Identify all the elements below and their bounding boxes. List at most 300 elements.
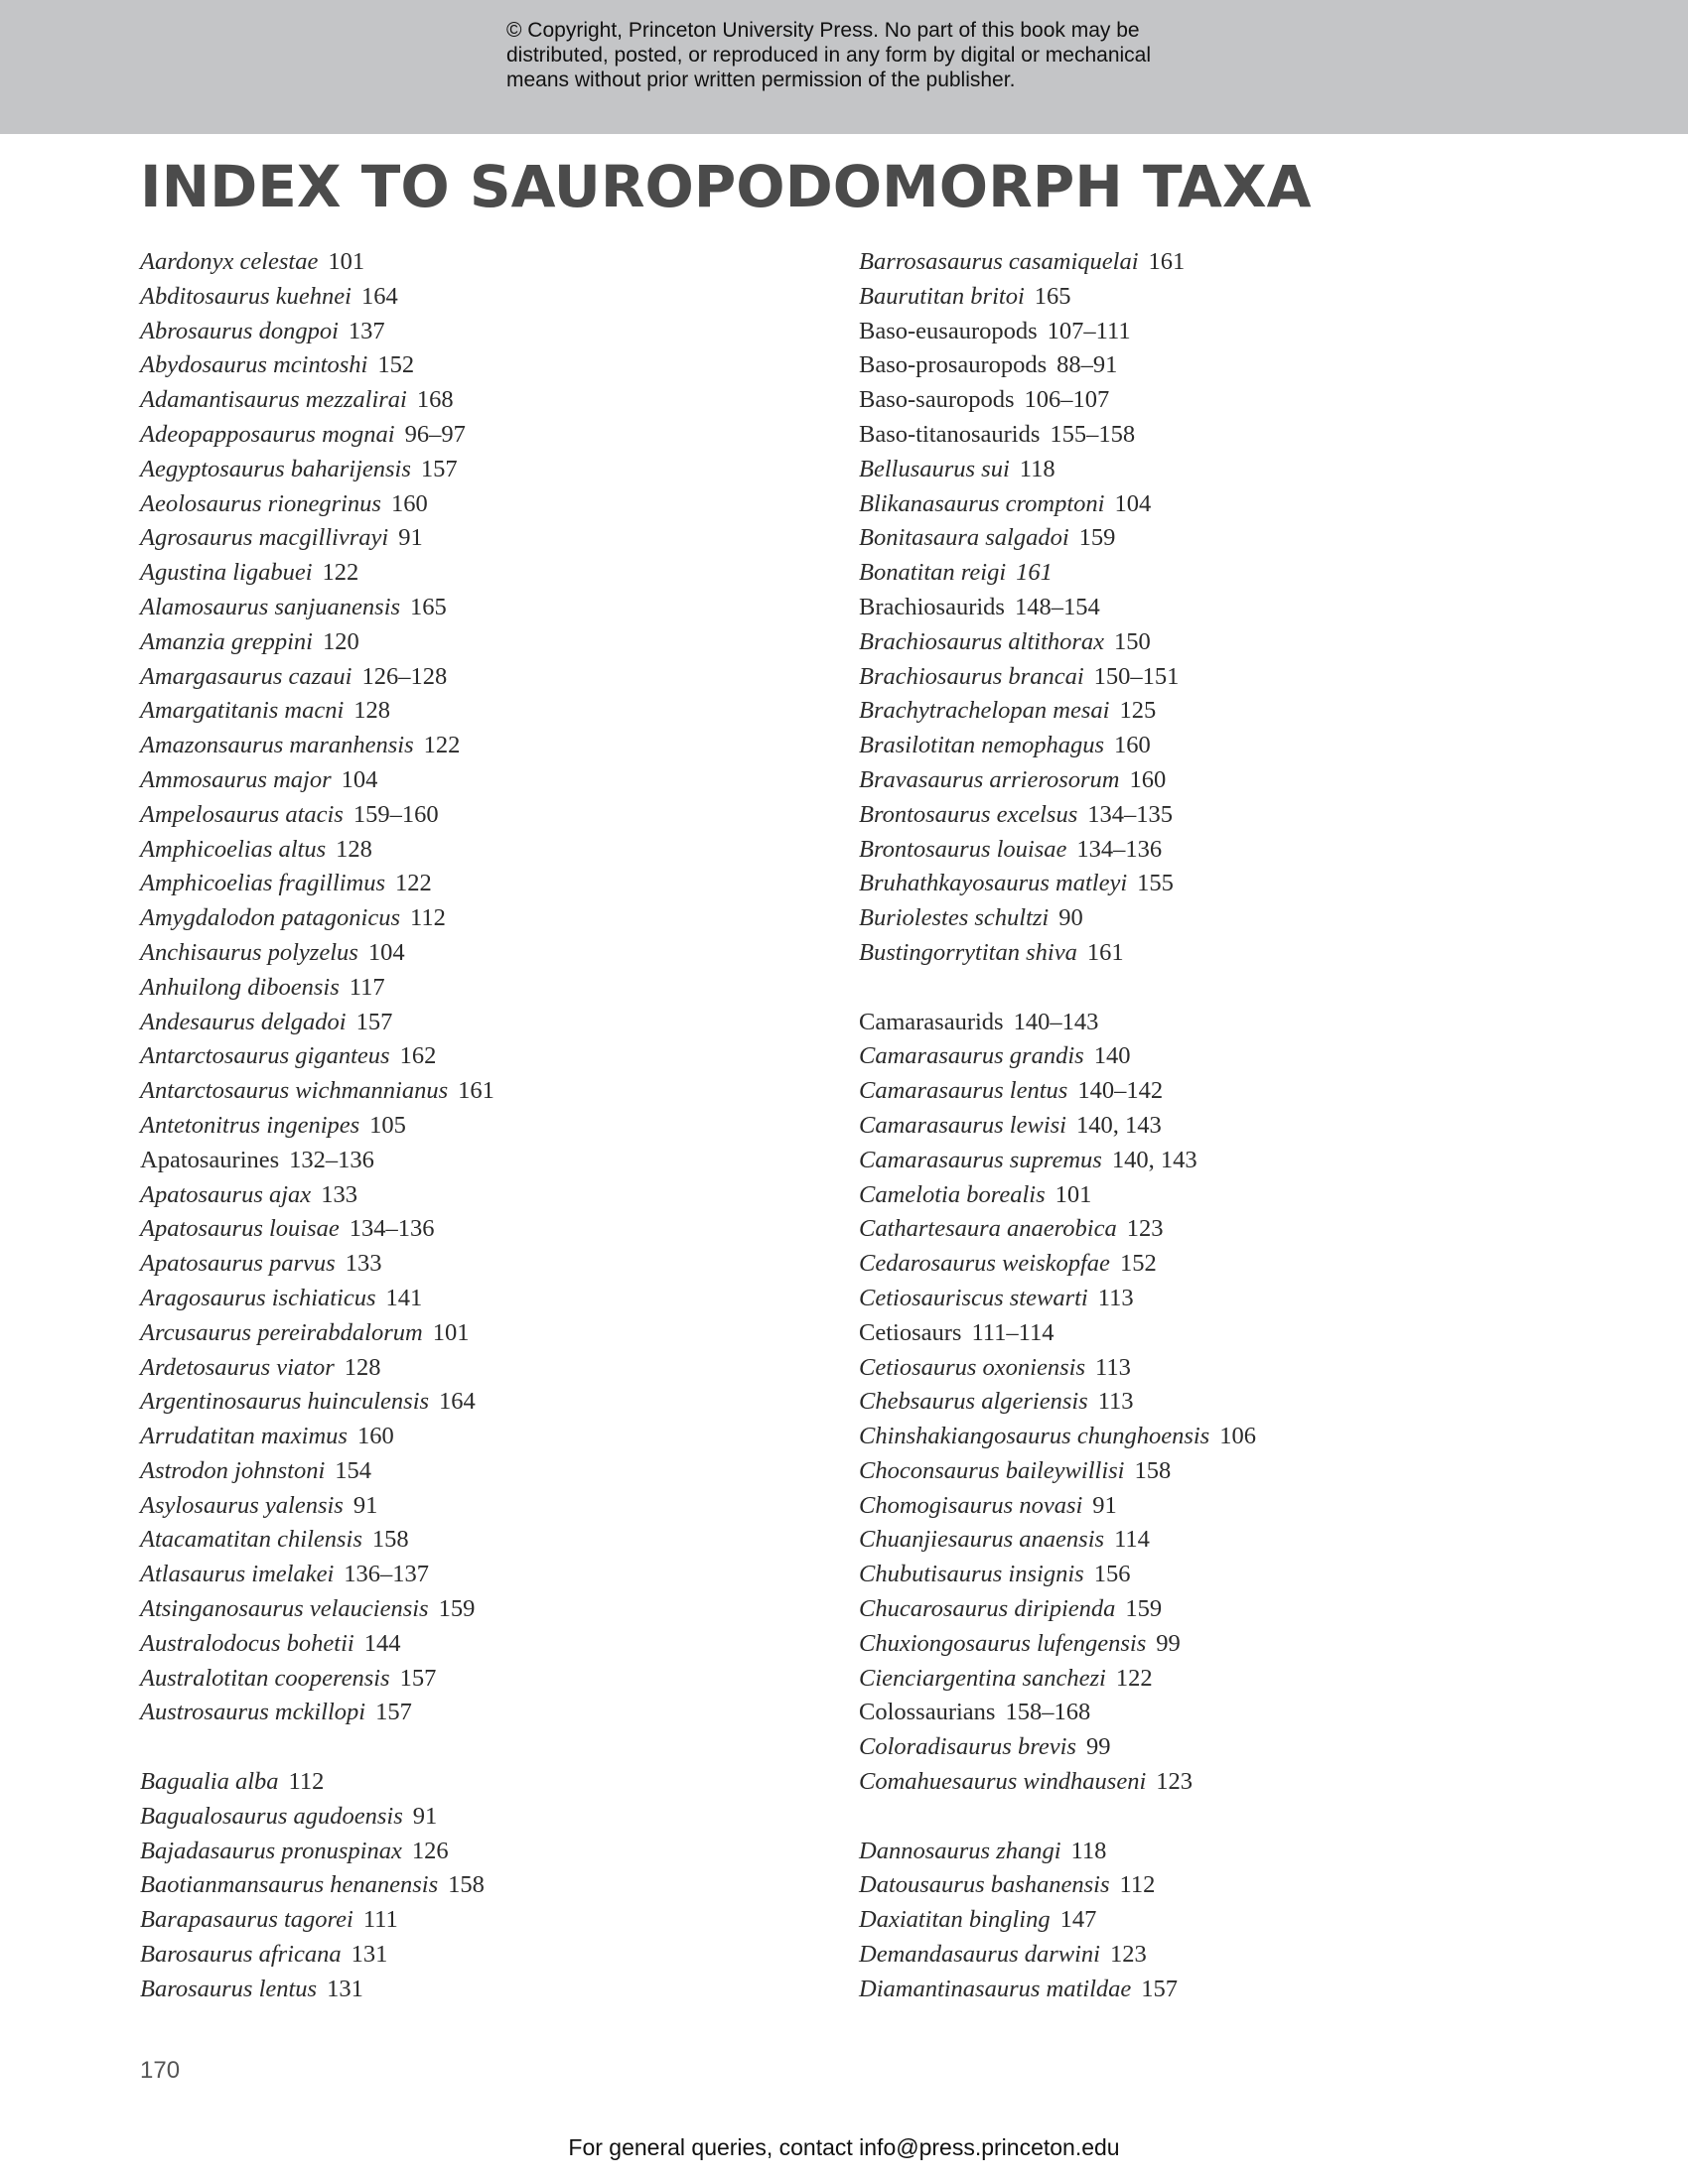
page-reference: 99 bbox=[1156, 1629, 1181, 1657]
taxon-name: Bellusaurus sui bbox=[859, 455, 1010, 482]
page-reference: 99 bbox=[1085, 1733, 1111, 1761]
page-reference: 117 bbox=[349, 973, 385, 1001]
index-entry bbox=[140, 556, 835, 591]
taxon-name: Abydosaurus mcintoshi bbox=[140, 351, 368, 379]
taxon-name: Daxiatitan bingling bbox=[859, 1906, 1051, 1934]
page-reference: 122 bbox=[1115, 1664, 1153, 1692]
taxon-name: Amargatitanis macni bbox=[140, 697, 345, 725]
index-entry bbox=[140, 694, 835, 729]
page-title: INDEX TO SAUROPODOMORPH TAXA bbox=[140, 153, 1312, 220]
taxon-name: Anchisaurus polyzelus bbox=[140, 938, 358, 966]
taxon-name: Diamantinasaurus matildae bbox=[859, 1975, 1132, 2002]
page-reference: 168 bbox=[416, 386, 454, 414]
taxon-name: Abditosaurus kuehnei bbox=[140, 282, 352, 310]
index-entry bbox=[140, 763, 835, 798]
taxon-name: Comahuesaurus windhauseni bbox=[859, 1768, 1147, 1796]
taxon-name: Antarctosaurus wichmannianus bbox=[140, 1077, 449, 1105]
page-reference: 90 bbox=[1058, 904, 1083, 932]
taxon-name: Camarasaurus grandis bbox=[859, 1042, 1084, 1070]
page-reference: 157 bbox=[1141, 1975, 1179, 2002]
taxon-name: Alamosaurus sanjuanensis bbox=[140, 593, 401, 620]
page-reference: 140, 143 bbox=[1111, 1146, 1197, 1173]
page-reference: 140–142 bbox=[1077, 1077, 1164, 1105]
taxon-name: Atlasaurus imelakei bbox=[140, 1561, 335, 1588]
page-reference: 148–154 bbox=[1014, 593, 1100, 620]
index-entry bbox=[859, 1592, 1554, 1627]
page-reference: 112 bbox=[1119, 1871, 1156, 1899]
page-reference: 132–136 bbox=[289, 1146, 374, 1173]
taxon-name: Chinshakiangosaurus chunghoensis bbox=[859, 1423, 1210, 1450]
page-reference: 101 bbox=[432, 1318, 470, 1346]
taxon-name: Datousaurus bashanensis bbox=[859, 1871, 1110, 1899]
index-entry bbox=[140, 521, 835, 556]
page-reference: 107–111 bbox=[1047, 317, 1131, 344]
taxon-name: Bustingorrytitan shiva bbox=[859, 938, 1077, 966]
taxon-name: Abrosaurus dongpoi bbox=[140, 317, 339, 344]
index-entry bbox=[859, 1074, 1554, 1109]
index-entry bbox=[859, 901, 1554, 936]
taxon-name: Colossaurians bbox=[859, 1699, 996, 1726]
index-entry bbox=[859, 1039, 1554, 1074]
index-entry bbox=[859, 1385, 1554, 1420]
taxon-name: Chuxiongosaurus lufengensis bbox=[859, 1629, 1147, 1657]
page-reference: 105 bbox=[369, 1111, 406, 1139]
page-reference: 101 bbox=[328, 248, 365, 275]
index-entry bbox=[859, 763, 1554, 798]
index-entry bbox=[859, 625, 1554, 660]
taxon-name: Coloradisaurus brevis bbox=[859, 1733, 1076, 1761]
taxon-name: Astrodon johnstoni bbox=[140, 1456, 326, 1484]
page-reference: 161 bbox=[1148, 248, 1186, 275]
page-reference: 159 bbox=[1125, 1595, 1163, 1623]
index-entry bbox=[859, 694, 1554, 729]
index-entry bbox=[140, 1523, 835, 1558]
page-reference: 104 bbox=[367, 938, 405, 966]
index-entry bbox=[859, 798, 1554, 833]
footer-contact: For general queries, contact info@press.princeton.edu bbox=[568, 2134, 1120, 2160]
index-entry bbox=[140, 833, 835, 868]
taxon-name: Austrosaurus mckillopi bbox=[140, 1699, 366, 1726]
page-reference: 137 bbox=[348, 317, 385, 344]
page-reference: 134–136 bbox=[1076, 835, 1163, 863]
page-reference: 133 bbox=[345, 1250, 382, 1278]
taxon-name: Australotitan cooperensis bbox=[140, 1664, 390, 1692]
page-reference: 104 bbox=[1114, 489, 1152, 517]
page-reference: 88–91 bbox=[1056, 351, 1118, 379]
index-entry bbox=[140, 348, 835, 383]
page-reference: 96–97 bbox=[404, 420, 466, 448]
index-entry bbox=[140, 1212, 835, 1247]
page-reference: 123 bbox=[1156, 1768, 1194, 1796]
page-reference: 160 bbox=[390, 489, 428, 517]
page-reference: 128 bbox=[344, 1353, 381, 1381]
index-entry bbox=[140, 1662, 835, 1697]
index-entry bbox=[140, 971, 835, 1006]
index-entry bbox=[859, 1109, 1554, 1144]
index-entry bbox=[140, 1592, 835, 1627]
page-reference: 161 bbox=[458, 1077, 494, 1105]
taxon-name: Baso-titanosaurids bbox=[859, 420, 1041, 448]
index-entry bbox=[859, 660, 1554, 695]
taxon-name: Baotianmansaurus henanensis bbox=[140, 1871, 439, 1899]
index-entry bbox=[140, 1247, 835, 1282]
taxon-name: Bruhathkayosaurus matleyi bbox=[859, 870, 1128, 897]
index-entry bbox=[140, 315, 835, 349]
index-entry bbox=[140, 1420, 835, 1454]
taxon-name: Bajadasaurus pronuspinax bbox=[140, 1837, 402, 1864]
index-entry bbox=[859, 1765, 1554, 1800]
index-entry bbox=[859, 1178, 1554, 1213]
index-entry bbox=[140, 1903, 835, 1938]
index-entry bbox=[859, 487, 1554, 522]
taxon-name: Antarctosaurus giganteus bbox=[140, 1042, 390, 1070]
copyright-banner bbox=[0, 0, 1688, 134]
page-reference: 91 bbox=[1092, 1491, 1117, 1519]
page-reference: 111–114 bbox=[971, 1318, 1055, 1346]
page-reference: 150–151 bbox=[1093, 662, 1180, 690]
taxon-name: Anhuilong diboensis bbox=[140, 973, 340, 1001]
index-entry bbox=[859, 418, 1554, 453]
taxon-name: Chomogisaurus novasi bbox=[859, 1491, 1083, 1519]
page-reference: 106–107 bbox=[1024, 386, 1110, 414]
taxon-name: Brachiosaurus altithorax bbox=[859, 627, 1105, 655]
taxon-name: Barapasaurus tagorei bbox=[140, 1906, 353, 1934]
taxon-name: Bonatitan reigi bbox=[859, 559, 1007, 587]
index-entry bbox=[859, 1903, 1554, 1938]
taxon-name: Barrosasaurus casamiquelai bbox=[859, 248, 1139, 275]
index-entry bbox=[140, 1973, 835, 2007]
taxon-name: Dannosaurus zhangi bbox=[859, 1837, 1061, 1864]
taxon-name: Bagualia alba bbox=[140, 1768, 279, 1796]
index-entry bbox=[859, 245, 1554, 280]
copyright-line: distributed, posted, or reproduced in any form by digital or mechanical bbox=[506, 44, 1152, 67]
index-entry bbox=[140, 418, 835, 453]
taxon-name: Baso-sauropods bbox=[859, 386, 1015, 414]
taxon-name: Barosaurus lentus bbox=[140, 1975, 318, 2002]
taxon-name: Argentinosaurus huinculensis bbox=[140, 1388, 430, 1416]
taxon-name: Adamantisaurus mezzalirai bbox=[140, 386, 407, 414]
index-entry bbox=[140, 936, 835, 971]
page-reference: 161 bbox=[1016, 559, 1053, 587]
index-entry bbox=[859, 833, 1554, 868]
page-reference: 159 bbox=[1078, 524, 1116, 552]
page-reference: 157 bbox=[375, 1699, 412, 1726]
taxon-name: Bonitasaura salgadoi bbox=[859, 524, 1069, 552]
taxon-name: Amphicoelias fragillimus bbox=[140, 870, 386, 897]
page-reference: 136–137 bbox=[344, 1561, 430, 1588]
taxon-name: Baso-prosauropods bbox=[859, 351, 1048, 379]
taxon-name: Aeolosaurus rionegrinus bbox=[140, 489, 381, 517]
page-reference: 123 bbox=[1126, 1215, 1164, 1243]
index-entry bbox=[859, 1523, 1554, 1558]
taxon-name: Cienciargentina sanchezi bbox=[859, 1664, 1106, 1692]
page-reference: 113 bbox=[1095, 1353, 1131, 1381]
index-entry bbox=[859, 556, 1554, 591]
page-reference: 156 bbox=[1093, 1561, 1131, 1588]
taxon-name: Apatosaurus parvus bbox=[140, 1250, 336, 1278]
page-reference: 112 bbox=[288, 1768, 325, 1796]
taxon-name: Brachiosaurids bbox=[859, 593, 1005, 620]
index-entry bbox=[859, 936, 1554, 971]
index-entry bbox=[140, 383, 835, 418]
index-entry bbox=[859, 383, 1554, 418]
taxon-name: Apatosaurus louisae bbox=[140, 1215, 340, 1243]
page-reference: 155–158 bbox=[1050, 420, 1136, 448]
index-entry bbox=[859, 1696, 1554, 1730]
taxon-name: Brasilotitan nemophagus bbox=[859, 732, 1105, 759]
index-entry bbox=[140, 280, 835, 315]
taxon-name: Amygdalodon patagonicus bbox=[140, 904, 400, 932]
page-reference: 141 bbox=[385, 1284, 423, 1311]
page-reference: 158–168 bbox=[1005, 1699, 1091, 1726]
index-entry bbox=[859, 348, 1554, 383]
index-entry bbox=[140, 625, 835, 660]
page-reference: 134–136 bbox=[349, 1215, 435, 1243]
taxon-name: Aragosaurus ischiaticus bbox=[140, 1284, 376, 1311]
index-entry bbox=[859, 1835, 1554, 1869]
index-entry bbox=[140, 591, 835, 625]
taxon-name: Amazonsaurus maranhensis bbox=[140, 732, 414, 759]
page-reference: 122 bbox=[423, 732, 461, 759]
page-number: 170 bbox=[140, 2057, 181, 2084]
taxon-name: Chuanjiesaurus anaensis bbox=[859, 1526, 1105, 1554]
index-entry bbox=[859, 867, 1554, 901]
taxon-name: Cetiosauriscus stewarti bbox=[859, 1284, 1088, 1311]
index-entry bbox=[140, 1109, 835, 1144]
taxon-name: Amphicoelias altus bbox=[140, 835, 327, 863]
index-entry bbox=[859, 315, 1554, 349]
page-reference: 165 bbox=[1034, 282, 1071, 310]
index-entry bbox=[859, 1489, 1554, 1524]
index-entry bbox=[140, 1868, 835, 1903]
page-reference: 160 bbox=[1114, 732, 1151, 759]
taxon-name: Cathartesaura anaerobica bbox=[859, 1215, 1117, 1243]
page-reference: 157 bbox=[355, 1008, 393, 1035]
taxon-name: Cetiosaurs bbox=[859, 1318, 962, 1346]
index-entry bbox=[140, 901, 835, 936]
page-reference: 140–143 bbox=[1013, 1008, 1099, 1035]
taxon-name: Aegyptosaurus baharijensis bbox=[140, 455, 411, 482]
page-reference: 158 bbox=[371, 1526, 409, 1554]
page-reference: 152 bbox=[1119, 1250, 1157, 1278]
index-entry bbox=[140, 1765, 835, 1800]
index-entry bbox=[140, 1696, 835, 1730]
page-reference: 159 bbox=[438, 1595, 476, 1623]
taxon-name: Chubutisaurus insignis bbox=[859, 1561, 1084, 1588]
taxon-name: Ampelosaurus atacis bbox=[140, 800, 344, 828]
taxon-name: Baso-eusauropods bbox=[859, 317, 1038, 344]
page-reference: 144 bbox=[363, 1629, 401, 1657]
taxon-name: Chebsaurus algeriensis bbox=[859, 1388, 1088, 1416]
page-reference: 101 bbox=[1055, 1180, 1092, 1208]
index-entry bbox=[140, 1178, 835, 1213]
taxon-name: Chucarosaurus diripienda bbox=[859, 1595, 1116, 1623]
taxon-name: Camarasaurus lewisi bbox=[859, 1111, 1066, 1139]
copyright-notice bbox=[506, 18, 1261, 92]
index-entry bbox=[140, 1351, 835, 1386]
taxon-name: Brachytrachelopan mesai bbox=[859, 697, 1110, 725]
index-entry bbox=[859, 1006, 1554, 1040]
taxon-name: Buriolestes schultzi bbox=[859, 904, 1050, 932]
page-reference: 158 bbox=[448, 1871, 485, 1899]
index-entry bbox=[140, 1558, 835, 1592]
index-entry bbox=[140, 1074, 835, 1109]
page-reference: 120 bbox=[323, 627, 359, 655]
page-reference: 122 bbox=[322, 559, 359, 587]
taxon-name: Asylosaurus yalensis bbox=[140, 1491, 344, 1519]
page-reference: 128 bbox=[336, 835, 372, 863]
page-reference: 160 bbox=[1129, 765, 1167, 793]
taxon-name: Agrosaurus macgillivrayi bbox=[140, 524, 389, 552]
page-reference: 152 bbox=[377, 351, 415, 379]
index-entry bbox=[140, 729, 835, 763]
taxon-name: Cetiosaurus oxoniensis bbox=[859, 1353, 1085, 1381]
page-reference: 134–135 bbox=[1087, 800, 1173, 828]
index-entry bbox=[859, 1247, 1554, 1282]
taxon-name: Brontosaurus excelsus bbox=[859, 800, 1078, 828]
page-reference: 157 bbox=[420, 455, 458, 482]
page-reference: 160 bbox=[356, 1423, 394, 1450]
page-reference: 118 bbox=[1070, 1837, 1107, 1864]
page-reference: 159–160 bbox=[352, 800, 439, 828]
page-reference: 165 bbox=[410, 593, 447, 620]
index-entry bbox=[859, 1144, 1554, 1178]
page-reference: 118 bbox=[1019, 455, 1055, 482]
index-entry bbox=[859, 1420, 1554, 1454]
index-entry bbox=[859, 1627, 1554, 1662]
taxon-name: Arrudatitan maximus bbox=[140, 1423, 348, 1450]
index-entry bbox=[859, 1282, 1554, 1316]
index-entry bbox=[140, 1316, 835, 1351]
page-reference: 91 bbox=[398, 524, 423, 552]
taxon-name: Amanzia greppini bbox=[140, 627, 313, 655]
index-entry bbox=[140, 1039, 835, 1074]
page-reference: 111 bbox=[362, 1906, 398, 1934]
index-entry bbox=[859, 1730, 1554, 1765]
index-entry bbox=[140, 1835, 835, 1869]
page-reference: 126–128 bbox=[361, 662, 448, 690]
index-entry bbox=[140, 1489, 835, 1524]
taxon-name: Agustina ligabuei bbox=[140, 559, 313, 587]
page-reference: 154 bbox=[335, 1456, 372, 1484]
taxon-name: Atsinganosaurus velauciensis bbox=[140, 1595, 429, 1623]
page-reference: 140, 143 bbox=[1075, 1111, 1162, 1139]
taxon-name: Amargasaurus cazaui bbox=[140, 662, 352, 690]
taxon-name: Bravasaurus arrierosorum bbox=[859, 765, 1120, 793]
index-entry bbox=[859, 1662, 1554, 1697]
page-reference: 125 bbox=[1119, 697, 1157, 725]
page-reference: 147 bbox=[1059, 1906, 1097, 1934]
page-reference: 114 bbox=[1114, 1526, 1150, 1554]
index-entry bbox=[140, 1627, 835, 1662]
index-entry bbox=[140, 798, 835, 833]
page-reference: 133 bbox=[321, 1180, 357, 1208]
index-entry bbox=[140, 1800, 835, 1835]
taxon-name: Barosaurus africana bbox=[140, 1941, 342, 1969]
index-column-left bbox=[140, 245, 835, 2007]
page-reference: 162 bbox=[399, 1042, 437, 1070]
taxon-name: Camarasaurids bbox=[859, 1008, 1004, 1035]
taxon-name: Choconsaurus baileywillisi bbox=[859, 1456, 1125, 1484]
index-entry bbox=[140, 245, 835, 280]
index-entry bbox=[859, 1973, 1554, 2007]
page-reference: 126 bbox=[411, 1837, 449, 1864]
taxon-name: Arcusaurus pereirabdalorum bbox=[140, 1318, 423, 1346]
index-entry bbox=[859, 591, 1554, 625]
page-reference: 122 bbox=[395, 870, 432, 897]
index-entry bbox=[859, 521, 1554, 556]
page-reference: 150 bbox=[1114, 627, 1151, 655]
index-entry bbox=[859, 729, 1554, 763]
page-reference: 123 bbox=[1109, 1941, 1147, 1969]
taxon-name: Camarasaurus supremus bbox=[859, 1146, 1102, 1173]
index-entry bbox=[859, 1351, 1554, 1386]
index-entry bbox=[140, 1385, 835, 1420]
taxon-name: Bagualosaurus agudoensis bbox=[140, 1802, 403, 1830]
page-reference: 157 bbox=[399, 1664, 437, 1692]
index-entry bbox=[859, 1316, 1554, 1351]
index-entry bbox=[140, 1282, 835, 1316]
index-entry bbox=[140, 867, 835, 901]
index-column-right bbox=[859, 245, 1554, 2007]
page-reference: 131 bbox=[327, 1975, 363, 2002]
page-reference: 104 bbox=[341, 765, 378, 793]
taxon-name: Atacamatitan chilensis bbox=[140, 1526, 362, 1554]
taxon-name: Ammosaurus major bbox=[140, 765, 332, 793]
index-entry bbox=[859, 280, 1554, 315]
taxon-name: Andesaurus delgadoi bbox=[140, 1008, 347, 1035]
page-reference: 128 bbox=[353, 697, 391, 725]
index-entry bbox=[859, 1868, 1554, 1903]
index-entry bbox=[140, 660, 835, 695]
page-reference: 161 bbox=[1086, 938, 1124, 966]
page-reference: 131 bbox=[351, 1941, 388, 1969]
page-reference: 164 bbox=[439, 1388, 476, 1416]
page-reference: 155 bbox=[1137, 870, 1174, 897]
taxon-name: Brontosaurus louisae bbox=[859, 835, 1067, 863]
taxon-name: Australodocus bohetii bbox=[140, 1629, 354, 1657]
index-entry bbox=[140, 487, 835, 522]
index-entry bbox=[140, 453, 835, 487]
taxon-name: Cedarosaurus weiskopfae bbox=[859, 1250, 1110, 1278]
index-entry bbox=[859, 1454, 1554, 1489]
page-reference: 140 bbox=[1093, 1042, 1131, 1070]
taxon-name: Camelotia borealis bbox=[859, 1180, 1046, 1208]
index-entry bbox=[859, 1558, 1554, 1592]
taxon-name: Antetonitrus ingenipes bbox=[140, 1111, 360, 1139]
taxon-name: Apatosaurines bbox=[140, 1146, 280, 1173]
taxon-name: Aardonyx celestae bbox=[140, 248, 319, 275]
page-reference: 91 bbox=[412, 1802, 438, 1830]
taxon-name: Adeopapposaurus mognai bbox=[140, 420, 395, 448]
taxon-name: Demandasaurus darwini bbox=[859, 1941, 1100, 1969]
taxon-name: Baurutitan britoi bbox=[859, 282, 1025, 310]
index-entry bbox=[140, 1454, 835, 1489]
page-reference: 113 bbox=[1097, 1284, 1134, 1311]
copyright-line: means without prior written permission of the publisher. bbox=[506, 68, 1016, 91]
page-reference: 106 bbox=[1219, 1423, 1256, 1450]
index-entry bbox=[140, 1006, 835, 1040]
taxon-name: Camarasaurus lentus bbox=[859, 1077, 1068, 1105]
taxon-name: Ardetosaurus viator bbox=[140, 1353, 335, 1381]
copyright-line: © Copyright, Princeton University Press. No part of this book may be bbox=[506, 19, 1140, 42]
taxon-name: Blikanasaurus cromptoni bbox=[859, 489, 1105, 517]
page-reference: 91 bbox=[352, 1491, 378, 1519]
taxon-name: Apatosaurus ajax bbox=[140, 1180, 312, 1208]
index-entry bbox=[140, 1144, 835, 1178]
taxon-name: Brachiosaurus brancai bbox=[859, 662, 1084, 690]
page-reference: 112 bbox=[410, 904, 446, 932]
